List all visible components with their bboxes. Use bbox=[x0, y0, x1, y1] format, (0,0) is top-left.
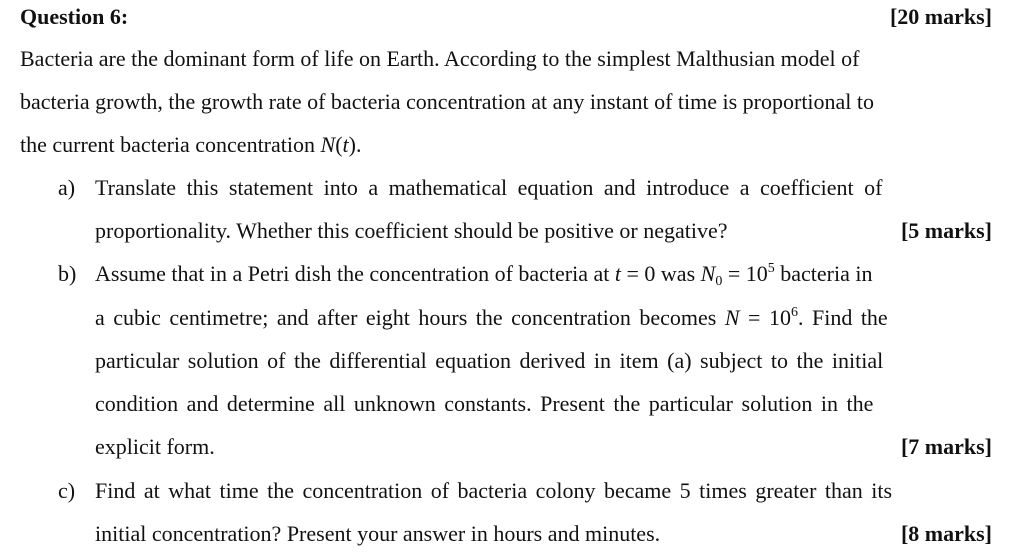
part-b-line-3: particular solution of the differential equation derived in item (a) subject to the initial bbox=[95, 348, 884, 373]
part-c-line-1: Find at what time the concentration of bacteria colony became 5 times greater than its bbox=[95, 478, 893, 503]
part-c-line-2-text: initial concentration? Present your answer in hours and minutes. bbox=[95, 521, 661, 546]
part-a-line-1: Translate this statement into a mathematical equation and introduce a coefficient of bbox=[95, 175, 883, 200]
part-b-line-2: a cubic centimetre; and after eight hours the concentration becomes $N = 10^6$. Find the bbox=[95, 305, 888, 330]
part-a-line-2-text: proportionality. Whether this coefficient should be positive or negative? bbox=[95, 218, 728, 243]
part-c-line-2 bbox=[95, 519, 992, 549]
part-b-label: b) bbox=[58, 261, 77, 286]
part-b-line-1: Assume that in a Petri dish the concentration of bacteria at t = 0 was $N_0 = 10^5$ bacteria in bbox=[95, 261, 873, 289]
intro-line-2: bacteria growth, the growth rate of bacteria concentration at any instant of time is proportional to bbox=[20, 89, 875, 114]
part-b-line-4: condition and determine all unknown constants. Present the particular solution in the bbox=[95, 391, 874, 416]
part-b-marks: [7 marks] bbox=[900, 434, 992, 459]
part-b-line-5-text: explicit form. bbox=[95, 434, 215, 459]
question-total-marks: [20 marks] bbox=[889, 4, 992, 29]
part-a-label: a) bbox=[58, 175, 76, 200]
part-c-marks: [8 marks] bbox=[900, 521, 992, 546]
part-a-marks: [5 marks] bbox=[900, 218, 992, 243]
part-c-label: c) bbox=[58, 478, 76, 503]
part-a-line-2 bbox=[95, 216, 992, 246]
part-b-line-5 bbox=[95, 432, 992, 462]
intro-line-3: the current bacteria concentration N(t). bbox=[20, 132, 362, 157]
question-header bbox=[20, 2, 992, 32]
intro-line-1: Bacteria are the dominant form of life on Earth. According to the simplest Malthusian model of bbox=[20, 46, 860, 71]
question-title: Question 6: bbox=[20, 4, 129, 29]
